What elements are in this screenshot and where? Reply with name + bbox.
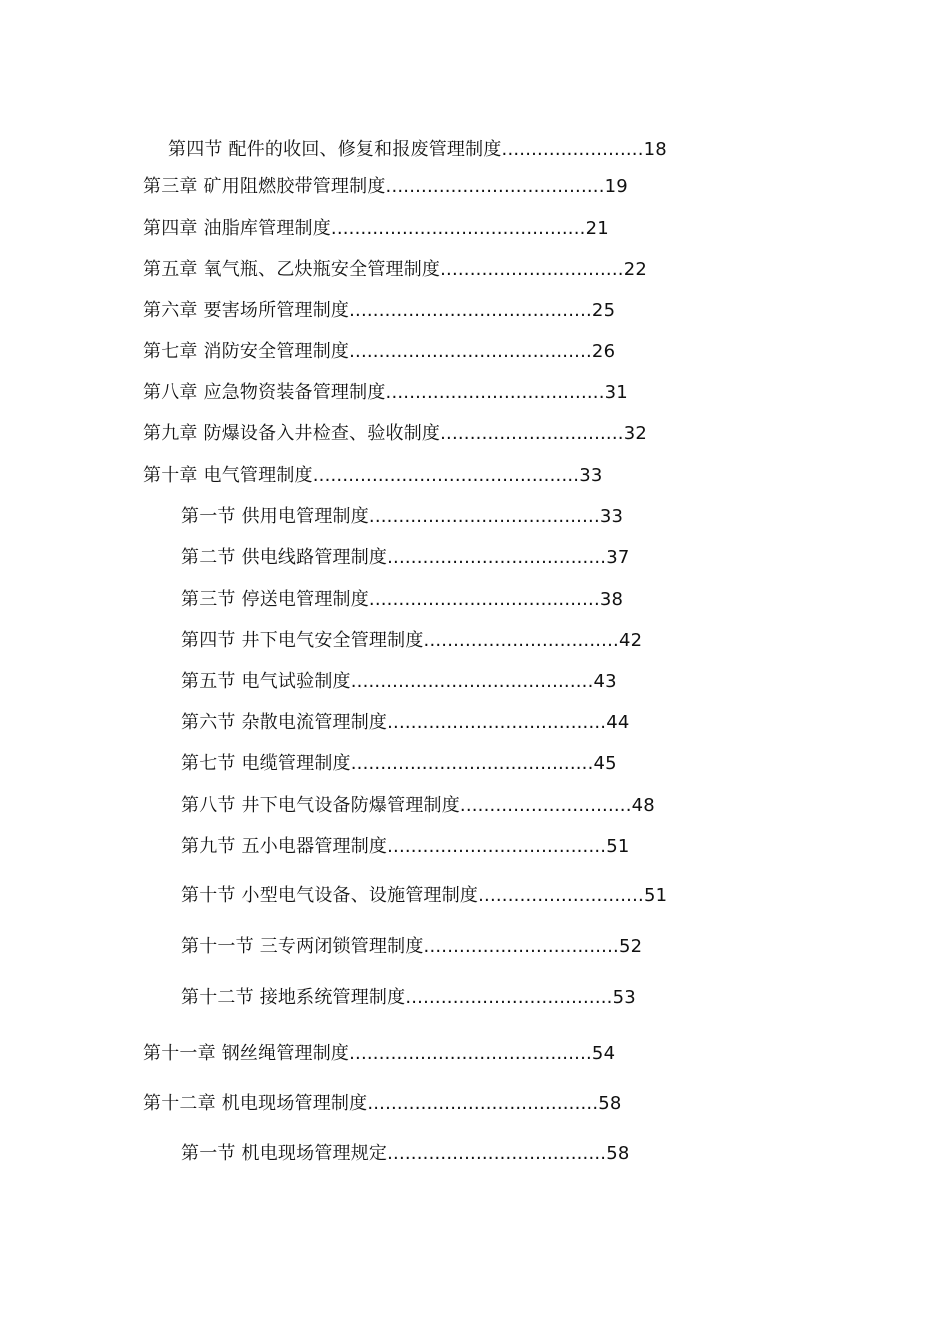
toc-leader-dots: ....................................... — [367, 1093, 599, 1114]
toc-page-number: 51 — [643, 885, 668, 906]
toc-leader-dots: ........................ — [501, 139, 644, 160]
toc-leader-dots: ..................................... — [385, 382, 605, 403]
toc-page-number: 53 — [612, 987, 636, 1008]
toc-leader-dots: ................................. — [423, 936, 619, 957]
toc-entry[interactable] — [181, 712, 630, 734]
toc-entry[interactable] — [143, 465, 603, 487]
toc-entry[interactable] — [143, 259, 647, 281]
toc-entry-title: 第十一章 钢丝绳管理制度 — [143, 1043, 350, 1064]
toc-leader-dots: ..................................... — [387, 712, 607, 733]
toc-entry[interactable] — [143, 382, 628, 404]
toc-leader-dots: ................................... — [405, 987, 613, 1008]
toc-leader-dots: ......................................... — [349, 300, 592, 321]
toc-leader-dots: ............................. — [459, 795, 632, 816]
toc-entry[interactable] — [181, 836, 630, 858]
toc-entry-title: 第四节 井下电气安全管理制度 — [181, 630, 424, 651]
toc-page-number: 33 — [579, 465, 603, 486]
toc-leader-dots: ......................................... — [349, 1043, 592, 1064]
toc-page-number: 33 — [599, 506, 624, 527]
toc-entry-title: 第五章 氧气瓶、乙炔瓶安全管理制度 — [143, 259, 441, 280]
toc-entry-title: 第六章 要害场所管理制度 — [143, 300, 350, 321]
toc-entry[interactable] — [181, 936, 642, 958]
toc-entry-title: 第八章 应急物资装备管理制度 — [143, 382, 386, 403]
toc-entry-title: 第五节 电气试验制度 — [181, 671, 351, 692]
toc-entry[interactable] — [181, 987, 636, 1009]
toc-entry[interactable] — [181, 753, 617, 775]
toc-entry[interactable] — [181, 506, 623, 528]
toc-entry-title: 第七节 电缆管理制度 — [181, 753, 351, 774]
toc-entry[interactable] — [181, 1143, 630, 1165]
toc-page-number: 45 — [593, 753, 617, 774]
toc-leader-dots: ............................... — [440, 259, 624, 280]
toc-entry[interactable] — [143, 176, 628, 198]
toc-leader-dots: ....................................... — [368, 589, 600, 610]
toc-leader-dots: ......................................... — [350, 753, 594, 774]
toc-entry[interactable] — [143, 341, 615, 363]
toc-page-number: 51 — [606, 836, 630, 857]
toc-leader-dots: ............................................. — [312, 465, 580, 486]
toc-entry-title: 第九章 防爆设备入井检查、验收制度 — [143, 423, 441, 444]
toc-page-number: 25 — [591, 300, 616, 321]
toc-entry-title: 第十一节 三专两闭锁管理制度 — [181, 936, 424, 957]
toc-entry-title: 第十节 小型电气设备、设施管理制度 — [181, 885, 479, 906]
toc-page-number: 58 — [606, 1143, 630, 1164]
toc-page-number: 31 — [604, 382, 628, 403]
toc-entry-title: 第一节 机电现场管理规定 — [181, 1143, 388, 1164]
toc-entry-title: 第二节 供电线路管理制度 — [181, 547, 388, 568]
toc-entry[interactable] — [181, 630, 642, 652]
toc-entry[interactable] — [181, 795, 655, 817]
toc-page-number: 18 — [643, 139, 667, 160]
toc-leader-dots: ....................................... — [368, 506, 600, 527]
toc-entry[interactable] — [168, 139, 667, 161]
toc-entry-title: 第四章 油脂库管理制度 — [143, 218, 331, 239]
toc-entry[interactable] — [143, 1043, 615, 1065]
toc-entry[interactable] — [143, 423, 647, 445]
toc-entry[interactable] — [143, 300, 615, 322]
toc-entry-title: 第八节 井下电气设备防爆管理制度 — [181, 795, 460, 816]
toc-leader-dots: ..................................... — [387, 836, 607, 857]
toc-page-number: 38 — [599, 589, 624, 610]
toc-page-number: 54 — [591, 1043, 616, 1064]
toc-page-number: 21 — [585, 218, 609, 239]
toc-page-number: 58 — [598, 1093, 622, 1114]
toc-page-number: 43 — [593, 671, 617, 692]
toc-entry[interactable] — [181, 885, 667, 907]
toc-leader-dots: ......................................... — [350, 671, 594, 692]
toc-leader-dots: ..................................... — [387, 547, 607, 568]
toc-entry[interactable] — [143, 218, 609, 240]
toc-entry-title: 第七章 消防安全管理制度 — [143, 341, 350, 362]
toc-leader-dots: ............................ — [478, 885, 644, 906]
toc-page-number: 32 — [623, 423, 648, 444]
toc-entry-title: 第六节 杂散电流管理制度 — [181, 712, 388, 733]
toc-leader-dots: ......................................... — [349, 341, 592, 362]
toc-entry[interactable] — [143, 1093, 622, 1115]
toc-entry[interactable] — [181, 671, 617, 693]
toc-leader-dots: ........................................... — [330, 218, 586, 239]
toc-leader-dots: ..................................... — [385, 176, 605, 197]
toc-entry-title: 第三章 矿用阻燃胶带管理制度 — [143, 176, 386, 197]
toc-entry-title: 第十章 电气管理制度 — [143, 465, 313, 486]
toc-page-number: 22 — [623, 259, 648, 280]
toc-entry-title: 第三节 停送电管理制度 — [181, 589, 369, 610]
toc-page-number: 52 — [618, 936, 643, 957]
toc-page-number: 48 — [631, 795, 655, 816]
toc-page-number: 26 — [591, 341, 616, 362]
toc-leader-dots: ..................................... — [387, 1143, 607, 1164]
toc-entry[interactable] — [181, 589, 623, 611]
toc-page-number: 42 — [618, 630, 643, 651]
toc-page-number: 44 — [606, 712, 630, 733]
toc-entry-title: 第十二节 接地系统管理制度 — [181, 987, 406, 1008]
toc-entry-title: 第十二章 机电现场管理制度 — [143, 1093, 368, 1114]
toc-page-number: 37 — [606, 547, 630, 568]
toc-page-number: 19 — [604, 176, 628, 197]
toc-entry-title: 第九节 五小电器管理制度 — [181, 836, 388, 857]
toc-entry[interactable] — [181, 547, 630, 569]
toc-entry-title: 第四节 配件的收回、修复和报废管理制度 — [168, 139, 502, 160]
toc-leader-dots: ............................... — [440, 423, 624, 444]
toc-entry-title: 第一节 供用电管理制度 — [181, 506, 369, 527]
toc-leader-dots: ................................. — [423, 630, 619, 651]
